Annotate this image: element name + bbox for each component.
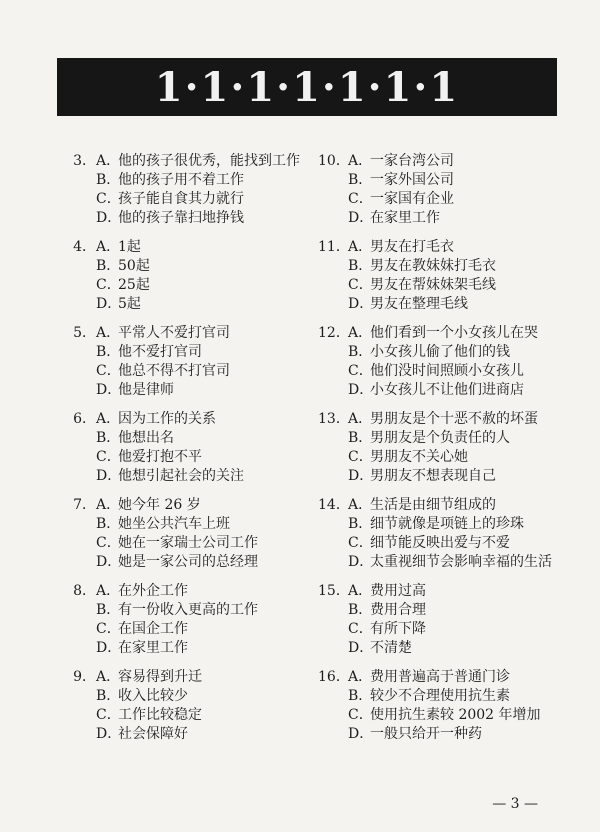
option-row [66, 343, 306, 362]
left-column [66, 152, 306, 754]
option-text: 50起 [118, 258, 150, 274]
option-row [318, 238, 558, 257]
option-letter: A． [96, 153, 121, 169]
option-letter: A． [348, 325, 373, 341]
option-text: 25起 [118, 277, 150, 293]
page-number: — 3 — [492, 796, 538, 812]
question-5 [66, 324, 306, 410]
option-letter: C． [96, 621, 121, 637]
question-6 [66, 410, 306, 496]
question-11 [318, 238, 558, 324]
option-row [66, 190, 306, 209]
option-row [66, 324, 306, 343]
option-text: 因为工作的关系 [118, 411, 216, 427]
option-text: 较少不合理使用抗生素 [370, 688, 510, 704]
option-text: 他爱打抱不平 [118, 449, 202, 465]
option-text: 一般只给开一种药 [370, 726, 482, 742]
option-row [318, 257, 558, 276]
option-row [66, 687, 306, 706]
option-text: 她坐公共汽车上班 [118, 516, 230, 532]
option-letter: D． [96, 382, 122, 398]
option-row [318, 343, 558, 362]
option-letter: A． [348, 239, 373, 255]
option-text: 费用合理 [370, 602, 426, 618]
question-3 [66, 152, 306, 238]
option-row [66, 276, 306, 295]
question-8 [66, 582, 306, 668]
option-letter: A． [96, 411, 121, 427]
option-text: 男朋友不关心她 [370, 449, 468, 465]
option-text: 在外企工作 [118, 583, 188, 599]
option-letter: C． [348, 363, 373, 379]
option-letter: C． [96, 191, 121, 207]
option-letter: B． [96, 258, 121, 274]
option-text: 容易得到升迁 [118, 669, 202, 685]
option-row [66, 725, 306, 744]
option-letter: B． [348, 258, 373, 274]
option-text: 使用抗生素较 2002 年增加 [370, 707, 541, 723]
option-letter: C． [348, 707, 373, 723]
option-row [318, 582, 558, 601]
question-10 [318, 152, 558, 238]
question-number: 9． [73, 669, 96, 685]
option-letter: A． [96, 583, 121, 599]
option-letter: A． [96, 239, 121, 255]
option-text: 他的孩子很优秀，能找到工作 [118, 153, 300, 169]
option-text: 细节就像是项链上的珍珠 [370, 516, 524, 532]
question-number: 16． [318, 669, 350, 685]
option-row [66, 171, 306, 190]
option-letter: A． [348, 153, 373, 169]
option-letter: A． [96, 497, 121, 513]
option-row [318, 190, 558, 209]
option-row [318, 295, 558, 314]
option-row [318, 601, 558, 620]
option-row [66, 295, 306, 314]
question-number: 7． [73, 497, 96, 513]
option-row [318, 324, 558, 343]
option-letter: B． [348, 688, 373, 704]
option-letter: A． [96, 669, 121, 685]
option-text: 他不爱打官司 [118, 344, 202, 360]
option-row [318, 448, 558, 467]
question-15 [318, 582, 558, 668]
option-row [66, 582, 306, 601]
option-text: 一家台湾公司 [370, 153, 454, 169]
question-number: 6． [73, 411, 96, 427]
option-row [66, 381, 306, 400]
option-letter: B． [348, 602, 373, 618]
option-row [318, 515, 558, 534]
option-text: 她今年 26 岁 [118, 497, 201, 513]
option-letter: C． [96, 535, 121, 551]
option-text: 他的孩子靠扫地挣钱 [118, 210, 244, 226]
option-letter: C． [348, 191, 373, 207]
option-text: 社会保障好 [118, 726, 188, 742]
question-number: 12． [318, 325, 350, 341]
question-number: 8． [73, 583, 96, 599]
option-text: 5起 [118, 296, 141, 312]
option-text: 细节能反映出爱与不爱 [370, 535, 510, 551]
option-text: 男友在教妹妹打毛衣 [370, 258, 496, 274]
option-letter: D． [348, 210, 374, 226]
option-row [318, 668, 558, 687]
option-letter: C． [96, 363, 121, 379]
option-row [318, 429, 558, 448]
option-row [66, 534, 306, 553]
option-row [66, 238, 306, 257]
option-row [66, 410, 306, 429]
option-letter: C． [348, 621, 373, 637]
option-letter: D． [96, 210, 122, 226]
option-row [66, 620, 306, 639]
option-row [66, 209, 306, 228]
option-text: 费用过高 [370, 583, 426, 599]
question-number: 14． [318, 497, 350, 513]
option-letter: B． [348, 344, 373, 360]
option-text: 他们没时间照顾小女孩儿 [370, 363, 524, 379]
question-number: 11． [318, 239, 350, 255]
question-number: 15． [318, 583, 350, 599]
option-text: 1起 [118, 239, 141, 255]
option-row [66, 639, 306, 658]
option-row [318, 467, 558, 486]
option-letter: C． [348, 449, 373, 465]
option-letter: B． [96, 688, 121, 704]
option-text: 男朋友是个负责任的人 [370, 430, 510, 446]
option-row [318, 209, 558, 228]
option-row [66, 553, 306, 572]
option-text: 他的孩子用不着工作 [118, 172, 244, 188]
question-number: 10． [318, 153, 350, 169]
option-text: 不清楚 [370, 640, 412, 656]
option-row [66, 429, 306, 448]
option-letter: D． [348, 554, 374, 570]
option-row [318, 534, 558, 553]
option-letter: C． [96, 449, 121, 465]
option-letter: D． [96, 468, 122, 484]
question-number: 4． [73, 239, 96, 255]
option-letter: D． [96, 640, 122, 656]
option-letter: D． [96, 554, 122, 570]
option-row [318, 496, 558, 515]
option-letter: B． [348, 516, 373, 532]
option-row [318, 620, 558, 639]
chapter-banner: 1·1·1·1·1·1·1 [57, 58, 557, 116]
option-letter: A． [348, 669, 373, 685]
option-text: 生活是由细节组成的 [370, 497, 496, 513]
option-letter: A． [348, 411, 373, 427]
question-14 [318, 496, 558, 582]
option-text: 小女孩儿偷了他们的钱 [370, 344, 510, 360]
option-row [318, 152, 558, 171]
option-text: 男朋友是个十恶不赦的坏蛋 [370, 411, 538, 427]
option-text: 有所下降 [370, 621, 426, 637]
option-text: 她在一家瑞士公司工作 [118, 535, 258, 551]
question-12 [318, 324, 558, 410]
option-text: 收入比较少 [118, 688, 188, 704]
option-letter: A． [348, 583, 373, 599]
option-text: 在家里工作 [370, 210, 440, 226]
option-row [318, 276, 558, 295]
option-letter: A． [348, 497, 373, 513]
option-letter: D． [348, 296, 374, 312]
option-text: 有一份收入更高的工作 [118, 602, 258, 618]
option-row [66, 152, 306, 171]
option-row [66, 496, 306, 515]
question-16 [318, 668, 558, 754]
option-text: 他们看到一个小女孩儿在哭 [370, 325, 538, 341]
option-text: 费用普遍高于普通门诊 [370, 669, 510, 685]
option-row [66, 448, 306, 467]
option-text: 男友在整理毛线 [370, 296, 468, 312]
option-row [66, 668, 306, 687]
option-text: 男友在帮妹妹架毛线 [370, 277, 496, 293]
option-letter: B． [96, 172, 121, 188]
option-text: 工作比较稳定 [118, 707, 202, 723]
option-letter: D． [348, 726, 374, 742]
option-row [318, 687, 558, 706]
option-row [318, 362, 558, 381]
option-text: 太重视细节会影响幸福的生活 [370, 554, 552, 570]
option-letter: B． [348, 172, 373, 188]
option-text: 孩子能自食其力就行 [118, 191, 244, 207]
option-text: 他总不得不打官司 [118, 363, 230, 379]
option-row [318, 410, 558, 429]
option-row [318, 706, 558, 725]
option-letter: D． [348, 640, 374, 656]
option-text: 平常人不爱打官司 [118, 325, 230, 341]
option-row [318, 381, 558, 400]
option-text: 他想出名 [118, 430, 174, 446]
option-text: 一家外国公司 [370, 172, 454, 188]
option-letter: D． [348, 468, 374, 484]
option-letter: A． [96, 325, 121, 341]
option-letter: C． [96, 277, 121, 293]
option-letter: B． [96, 430, 121, 446]
option-text: 小女孩儿不让他们进商店 [370, 382, 524, 398]
option-row [318, 725, 558, 744]
option-text: 男友在打毛衣 [370, 239, 454, 255]
option-text: 她是一家公司的总经理 [118, 554, 258, 570]
option-letter: D． [348, 382, 374, 398]
question-7 [66, 496, 306, 582]
question-9 [66, 668, 306, 754]
option-letter: B． [348, 430, 373, 446]
option-letter: D． [96, 296, 122, 312]
option-row [66, 601, 306, 620]
right-column [318, 152, 558, 754]
option-row [66, 257, 306, 276]
option-letter: D． [96, 726, 122, 742]
option-row [318, 639, 558, 658]
option-text: 男朋友不想表现自己 [370, 468, 496, 484]
question-number: 5． [73, 325, 96, 341]
option-text: 他想引起社会的关注 [118, 468, 244, 484]
option-text: 一家国有企业 [370, 191, 454, 207]
option-letter: B． [96, 344, 121, 360]
option-letter: C． [348, 535, 373, 551]
question-number: 3． [73, 153, 96, 169]
option-letter: B． [96, 516, 121, 532]
option-row [66, 515, 306, 534]
option-letter: C． [348, 277, 373, 293]
question-number: 13． [318, 411, 350, 427]
option-text: 在国企工作 [118, 621, 188, 637]
option-text: 在家里工作 [118, 640, 188, 656]
option-letter: C． [96, 707, 121, 723]
option-letter: B． [96, 602, 121, 618]
option-row [318, 553, 558, 572]
option-row [66, 706, 306, 725]
question-4 [66, 238, 306, 324]
option-row [318, 171, 558, 190]
option-row [66, 467, 306, 486]
option-text: 他是律师 [118, 382, 174, 398]
question-13 [318, 410, 558, 496]
option-row [66, 362, 306, 381]
